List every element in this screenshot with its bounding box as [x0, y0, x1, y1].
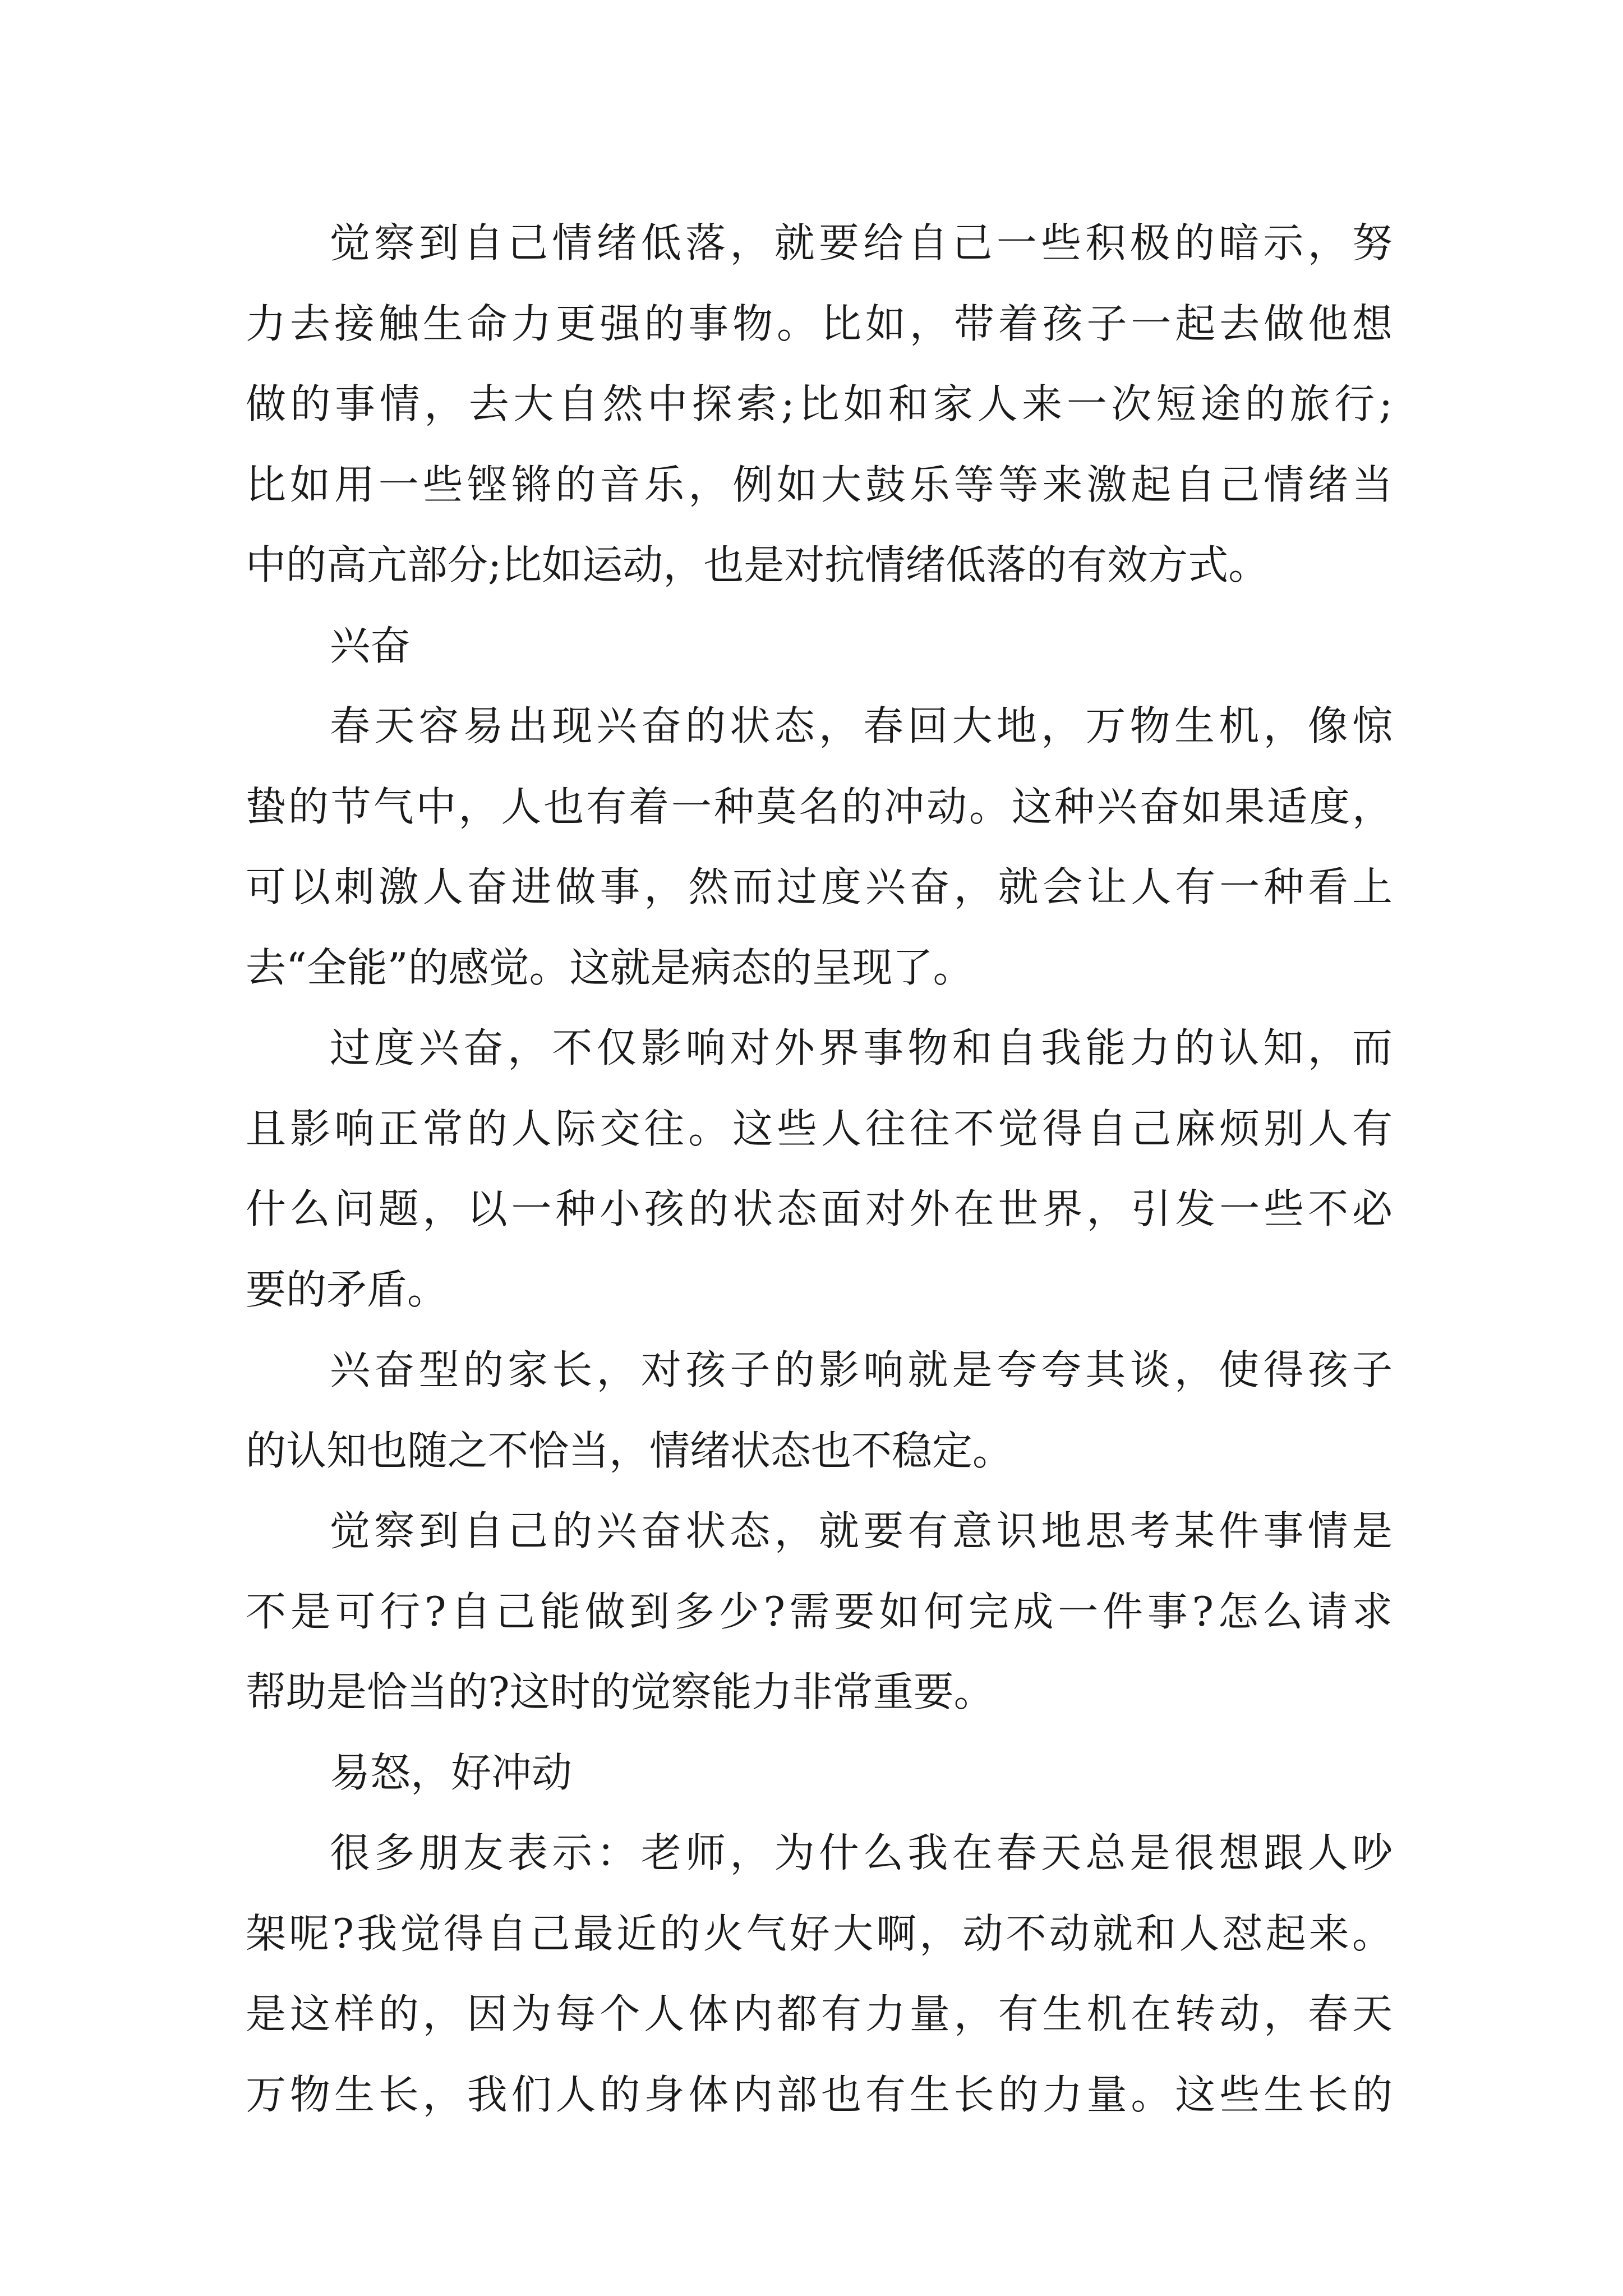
- paragraph-line: 力去接触生命力更强的事物。比如，带着孩子一起去做他想: [246, 300, 1393, 347]
- paragraph-line: 不是可行?自己能做到多少?需要如何完成一件事?怎么请求: [246, 1588, 1393, 1635]
- document-body: [246, 203, 1393, 2135]
- paragraph-line: 比如用一些铿锵的音乐，例如大鼓乐等等来激起自己情绪当: [246, 461, 1393, 508]
- paragraph-line: 去“全能”的感觉。这就是病态的呈现了。: [246, 944, 974, 991]
- paragraph-line: 做的事情，去大自然中探索;比如和家人来一次短途的旅行;: [246, 380, 1393, 427]
- paragraph-line: 很多朋友表示：老师，为什么我在春天总是很想跟人吵: [330, 1829, 1393, 1876]
- paragraph-line: 蛰的节气中，人也有着一种莫名的冲动。这种兴奋如果适度，: [246, 783, 1393, 830]
- paragraph-line: 是这样的，因为每个人体内都有力量，有生机在转动，春天: [246, 1990, 1393, 2037]
- section-heading: 易怒，好冲动: [330, 1749, 573, 1796]
- paragraph-line: 什么问题，以一种小孩的状态面对外在世界，引发一些不必: [246, 1185, 1393, 1232]
- paragraph-line: 过度兴奋，不仅影响对外界事物和自我能力的认知，而: [330, 1024, 1393, 1071]
- paragraph-line: 架呢?我觉得自己最近的火气好大啊，动不动就和人怼起来。: [246, 1910, 1393, 1957]
- paragraph-line: 春天容易出现兴奋的状态，春回大地，万物生机，像惊: [330, 702, 1393, 749]
- paragraph-line: 要的矛盾。: [246, 1266, 448, 1313]
- paragraph-line: 中的高亢部分;比如运动，也是对抗情绪低落的有效方式。: [246, 541, 1269, 588]
- paragraph-line: 觉察到自己的兴奋状态，就要有意识地思考某件事情是: [330, 1507, 1393, 1554]
- paragraph-line: 帮助是恰当的?这时的觉察能力非常重要。: [246, 1668, 994, 1715]
- section-heading: 兴奋: [330, 622, 411, 669]
- paragraph-line: 且影响正常的人际交往。这些人往往不觉得自己麻烦别人有: [246, 1105, 1393, 1152]
- paragraph-line: 万物生长，我们人的身体内部也有生长的力量。这些生长的: [246, 2070, 1393, 2118]
- paragraph-line: 兴奋型的家长，对孩子的影响就是夸夸其谈，使得孩子: [330, 1346, 1393, 1393]
- paragraph-line: 的认知也随之不恰当，情绪状态也不稳定。: [246, 1427, 1013, 1474]
- paragraph-line: 觉察到自己情绪低落，就要给自己一些积极的暗示，努: [330, 219, 1393, 266]
- paragraph-line: 可以刺激人奋进做事，然而过度兴奋，就会让人有一种看上: [246, 863, 1393, 910]
